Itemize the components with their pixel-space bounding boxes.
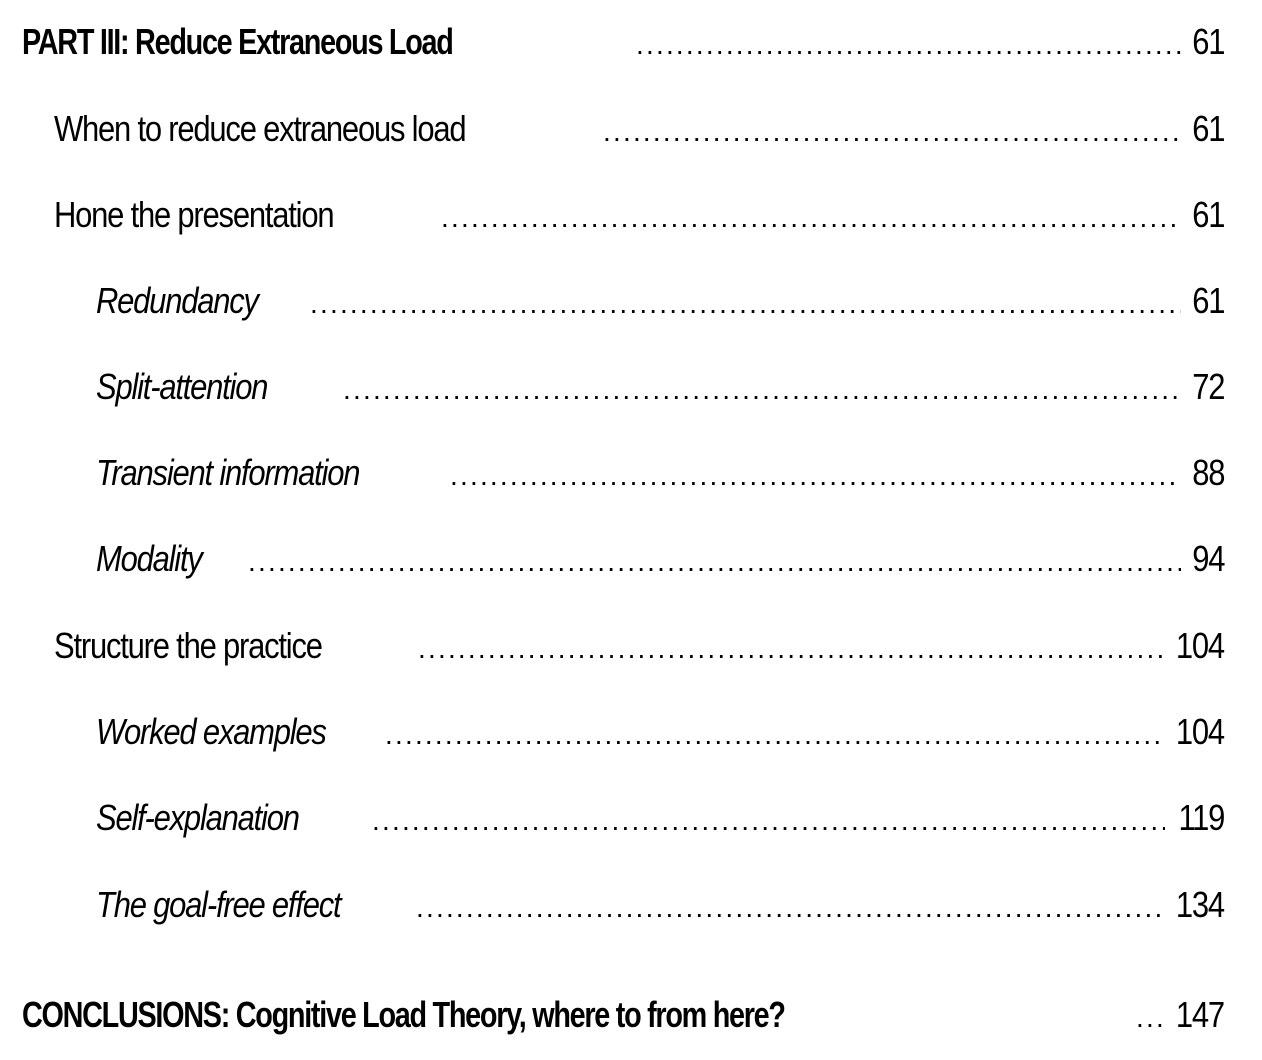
- toc-entry-redundancy[interactable]: [0, 271, 1262, 331]
- toc-entry-title: Structure the practice: [54, 625, 322, 666]
- toc-entry-title: Worked examples: [96, 711, 326, 752]
- toc-entry-page-number: 88: [1191, 452, 1224, 493]
- toc-entry-when-to-reduce[interactable]: [0, 99, 1262, 159]
- toc-entry-title: Hone the presentation: [54, 194, 334, 235]
- toc-entry-transient-information[interactable]: [0, 443, 1262, 503]
- toc-entry-page-number: 61: [1191, 21, 1224, 62]
- toc-entry-title: Self-explanation: [96, 797, 299, 838]
- toc-entry-page-number: 119: [1178, 797, 1224, 838]
- dot-leader: [1136, 988, 1162, 1048]
- dot-leader: [603, 102, 1181, 162]
- toc-entry-title: Transient information: [96, 452, 360, 493]
- toc-entry-page-number: 104: [1175, 711, 1224, 752]
- dot-leader: [441, 188, 1181, 248]
- toc-entry-self-explanation[interactable]: [0, 788, 1262, 848]
- dot-leader: [416, 878, 1162, 938]
- toc-entry-page-number: 61: [1191, 108, 1224, 149]
- toc-entry-conclusions[interactable]: [0, 985, 1262, 1045]
- toc-entry-modality[interactable]: [0, 529, 1262, 589]
- toc-entry-page-number: 104: [1175, 625, 1224, 666]
- toc-entry-page-number: 94: [1191, 538, 1224, 579]
- dot-leader: [310, 274, 1181, 334]
- dot-leader: [450, 446, 1181, 506]
- toc-entry-page-number: 147: [1175, 994, 1224, 1035]
- toc-entry-page-number: 134: [1175, 884, 1224, 925]
- dot-leader: [418, 619, 1162, 679]
- toc-entry-page-number: 72: [1191, 366, 1224, 407]
- toc-entry-title: Modality: [96, 538, 202, 579]
- toc-entry-title: The goal-free effect: [96, 884, 341, 925]
- toc-entry-title: Split-attention: [96, 366, 268, 407]
- toc-entry-title: CONCLUSIONS: Cognitive Load Theory, where to from here?: [22, 994, 785, 1035]
- toc-entry-title: When to reduce extraneous load: [54, 108, 466, 149]
- toc-entry-page-number: 61: [1191, 280, 1224, 321]
- toc-entry-part-iii[interactable]: [0, 12, 1262, 72]
- toc-entry-goal-free-effect[interactable]: [0, 875, 1262, 935]
- toc-entry-title: Redundancy: [96, 280, 258, 321]
- dot-leader: [248, 532, 1181, 592]
- toc-entry-page-number: 61: [1191, 194, 1224, 235]
- toc-entry-hone-presentation[interactable]: [0, 185, 1262, 245]
- dot-leader: [343, 360, 1181, 420]
- toc-entry-structure-practice[interactable]: [0, 616, 1262, 676]
- toc-entry-title: PART III: Reduce Extraneous Load: [22, 21, 453, 62]
- dot-leader: [385, 705, 1162, 765]
- dot-leader: [372, 791, 1165, 851]
- dot-leader: [636, 15, 1181, 75]
- toc-entry-split-attention[interactable]: [0, 357, 1262, 417]
- toc-entry-worked-examples[interactable]: [0, 702, 1262, 762]
